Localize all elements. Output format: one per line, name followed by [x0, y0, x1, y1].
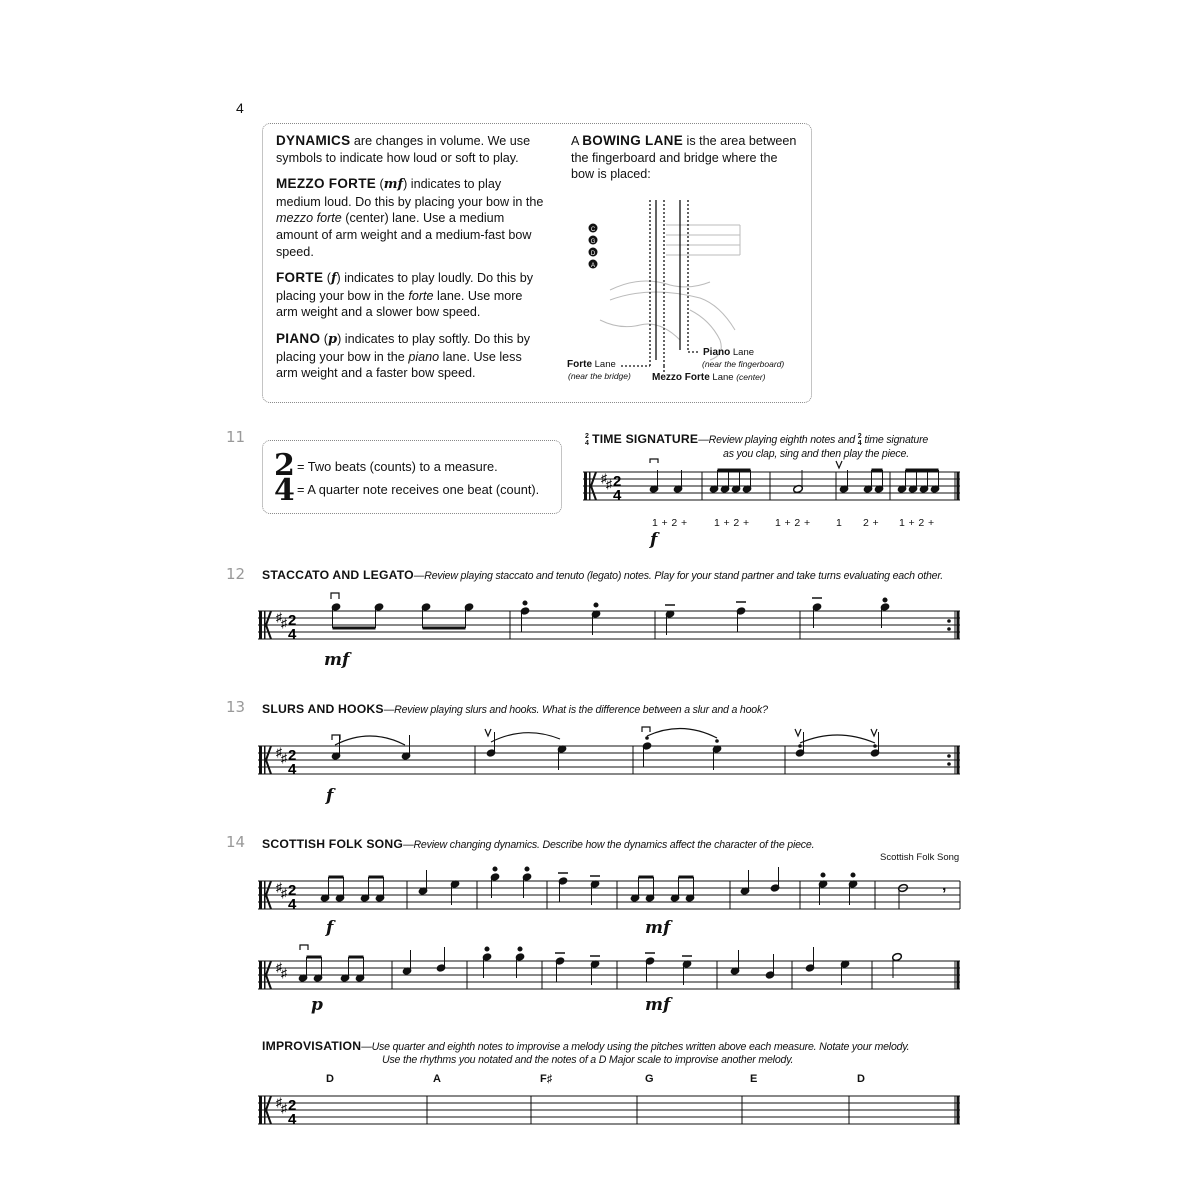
svg-text:♯: ♯	[276, 745, 282, 759]
svg-text:♯: ♯	[281, 966, 287, 980]
improvisation-desc: —Use quarter and eighth notes to improvise a melody using the pitches written above each measure. Notate your melody.	[361, 1041, 910, 1053]
exercise-12-staff	[255, 590, 965, 650]
key-signature-icon	[276, 745, 287, 765]
instrument-sketch	[600, 225, 740, 360]
exercise-12-dynamic: mf	[324, 650, 350, 670]
exercise-14-heading: SCOTTISH FOLK SONG	[262, 837, 404, 851]
bowing-lane-term: BOWING LANE	[582, 133, 684, 148]
staff-lines	[258, 611, 960, 639]
bowing-lane-intro-b: is the area between the fingerboard and bridge where the bow is placed:	[571, 134, 797, 182]
svg-text:♯: ♯	[281, 616, 287, 630]
string-a-label: A	[590, 263, 596, 269]
chord-5: E	[750, 1073, 758, 1085]
exercise-11-desc-b: time signature	[861, 434, 929, 446]
chord-1: D	[326, 1073, 334, 1085]
svg-text:♯: ♯	[281, 751, 287, 765]
mf-symbol: mf	[383, 177, 404, 193]
improvisation-desc-line2	[382, 1054, 793, 1066]
exercise-14-dynamic-1a: f	[326, 918, 334, 938]
notes	[649, 470, 940, 494]
exercise-12-number: 12	[226, 565, 246, 583]
string-d-label: D	[590, 251, 596, 257]
svg-text:♯: ♯	[281, 1101, 287, 1115]
forte-text-b: lane. Use more arm weight and a slower bow speed.	[276, 288, 523, 320]
svg-text:4: 4	[613, 487, 622, 504]
down-bow-icon	[331, 593, 339, 599]
mezzo-forte-paragraph: MEZZO FORTE (mf) indicates to play medium loud. Do this by placing your bow in the mezzo forte (center) lane. Use a medium amount of arm weight and a medium-fast bow speed.	[276, 176, 544, 259]
piano-term: PIANO	[276, 330, 321, 346]
exercise-13-heading: SLURS AND HOOKS	[262, 702, 384, 716]
ts-line-2: = A quarter note receives one beat (count).	[297, 482, 540, 497]
string-c-label: C	[590, 227, 596, 233]
chord-4: G	[645, 1073, 654, 1085]
time-signature-icon	[613, 473, 622, 504]
mezzo-lane-label	[652, 372, 766, 383]
chord-6: D	[857, 1073, 865, 1085]
inline-ts-top: 2	[585, 432, 589, 440]
exercise-11-desc-a: —Review playing eighth notes and	[698, 434, 858, 446]
count-6: 1 + 2 +	[899, 517, 935, 529]
svg-text:♯: ♯	[276, 880, 282, 894]
svg-text:2: 2	[613, 473, 622, 490]
exercise-14-number: 14	[226, 833, 246, 851]
exercise-13-staff	[255, 725, 965, 785]
mezzo-forte-text-b: (center) lane. Use a medium amount of arm weight and a medium-fast bow speed.	[276, 211, 532, 259]
exercise-12-title	[262, 568, 943, 582]
slurs	[335, 728, 875, 745]
forte-italic: forte	[408, 288, 434, 303]
ts-line-1: = Two beats (counts) to a measure.	[297, 459, 498, 474]
dynamics-text-column	[276, 133, 546, 392]
piano-text-b: lane. Use less arm weight and a faster bow speed.	[276, 349, 522, 381]
count-5: 2 +	[863, 517, 880, 529]
exercise-14-dynamic-1b: mf	[645, 918, 671, 938]
string-g-label: G	[590, 239, 596, 245]
improvisation-desc-line2-text: Use the rhythms you notated and the notes of a D Major scale to improvise another melody.	[382, 1054, 794, 1066]
key-signature-icon	[276, 1095, 287, 1115]
count-2: 1 + 2 +	[714, 517, 750, 529]
mezzo-forte-italic: mezzo forte	[276, 211, 342, 226]
page-number: 4	[236, 100, 244, 116]
exercise-14-desc: —Review changing dynamics. Describe how the dynamics affect the character of the piece.	[403, 839, 815, 851]
bowing-lane-intro-a: A	[571, 134, 583, 148]
p-symbol: p	[327, 331, 338, 347]
lane-lines	[621, 200, 700, 372]
mezzo-forte-term: MEZZO FORTE	[276, 176, 377, 192]
forte-lane-sub: (near the bridge)	[568, 371, 631, 381]
time-signature-icon	[288, 882, 297, 913]
time-signature-icon	[288, 747, 297, 778]
svg-text:♯: ♯	[281, 886, 287, 900]
svg-text:4: 4	[288, 626, 297, 643]
count-4: 1	[836, 517, 843, 529]
svg-text:♯: ♯	[276, 1095, 282, 1109]
exercise-11-title	[585, 432, 928, 447]
forte-term: FORTE	[276, 270, 324, 286]
exercise-14-dynamic-2a: p	[311, 995, 323, 1015]
count-1: 1 + 2 +	[652, 517, 688, 529]
ts-top-number: 2	[274, 448, 295, 483]
exercise-14-staff-line-1	[255, 860, 965, 920]
forte-lane-suffix: Lane	[592, 359, 616, 370]
svg-text:♯: ♯	[276, 610, 282, 624]
mezzo-lane-sub: (center)	[736, 372, 766, 382]
improvisation-heading: IMPROVISATION	[262, 1039, 362, 1053]
piano-lane-suffix: Lane	[730, 347, 755, 358]
exercise-14-title	[262, 837, 814, 851]
exercise-14-dynamic-2b: mf	[645, 995, 671, 1015]
improvisation-title	[262, 1039, 909, 1053]
exercise-13-desc: —Review playing slurs and hooks. What is the difference between a slur and a hook?	[383, 704, 768, 716]
piano-paragraph: PIANO (p) indicates to play softly. Do this by placing your bow in the piano lane. Use less arm weight and a faster bow speed.	[276, 330, 531, 381]
articulations	[485, 947, 692, 956]
svg-text:♯: ♯	[601, 471, 607, 485]
exercise-12-heading: STACCATO AND LEGATO	[262, 568, 414, 582]
svg-text:4: 4	[288, 1111, 297, 1128]
time-signature-icon	[288, 1097, 297, 1128]
exercise-11-desc-line2-text: as you clap, sing and then play the piece.	[723, 448, 909, 460]
bowing-lane-intro	[571, 133, 803, 183]
notes	[298, 947, 902, 985]
dynamics-term: DYNAMICS	[276, 133, 351, 148]
svg-text:2: 2	[288, 882, 297, 899]
time-signature-icon	[288, 612, 297, 643]
piano-italic: piano	[408, 349, 440, 364]
piano-lane-label	[703, 347, 754, 358]
piano-lane-name: Piano	[703, 347, 731, 358]
inline-ts-glyph	[585, 433, 589, 447]
dynamics-definition: are changes in volume. We use symbols to indicate how loud or soft to play.	[276, 134, 531, 165]
forte-lane-label	[567, 359, 616, 370]
down-bow-icon	[300, 945, 308, 950]
key-signature-icon	[276, 960, 287, 980]
mezzo-lane-suffix: Lane	[709, 372, 737, 383]
exercise-11-heading: TIME SIGNATURE	[592, 432, 699, 446]
svg-text:4: 4	[288, 761, 297, 778]
forte-text-a: indicates to play loudly. Do this by placing your bow in the	[276, 271, 534, 303]
count-3: 1 + 2 +	[775, 517, 811, 529]
notes	[331, 603, 890, 635]
dynamics-paragraph	[276, 133, 546, 166]
chord-2: A	[433, 1073, 441, 1085]
f-symbol: f	[330, 271, 337, 287]
forte-lane-name: Forte	[567, 359, 592, 370]
svg-text:4: 4	[288, 896, 297, 913]
key-signature-icon	[276, 880, 287, 900]
inline-ts-bottom-2: 4	[857, 439, 862, 447]
exercise-14-staff-line-2	[255, 940, 965, 1000]
svg-text:2: 2	[288, 747, 297, 764]
svg-text:♯: ♯	[606, 477, 612, 491]
mezzo-forte-text-a: indicates to play medium loud. Do this by placing your bow in the	[276, 177, 544, 209]
svg-text:2: 2	[288, 612, 297, 629]
inline-ts-bottom: 4	[585, 439, 589, 447]
improvisation-staff	[255, 1075, 965, 1135]
inline-ts-top-2: 2	[857, 432, 862, 440]
key-signature-icon	[601, 471, 612, 491]
piano-text-a: indicates to play softly. Do this by placing your bow in the	[276, 331, 531, 364]
ts-bottom-number: 4	[274, 473, 295, 508]
exercise-11-number: 11	[226, 428, 246, 446]
exercise-11-dynamic: f	[650, 530, 658, 550]
staff-lines	[258, 1096, 960, 1124]
svg-text:♯: ♯	[276, 960, 282, 974]
exercise-12-desc: —Review playing staccato and tenuto (legato) notes. Play for your stand partner and take turns evaluating each other.	[413, 570, 944, 582]
chord-3: F♯	[540, 1073, 553, 1085]
svg-text:,: ,	[942, 877, 947, 894]
mezzo-lane-name: Mezzo Forte	[652, 372, 710, 383]
exercise-11-staff	[580, 456, 965, 526]
svg-text:2: 2	[288, 1097, 297, 1114]
song-source: Scottish Folk Song	[880, 852, 960, 863]
time-signature-box	[262, 440, 562, 514]
exercise-13-dynamic: f	[326, 786, 334, 806]
string-circles	[589, 224, 598, 270]
exercise-13-number: 13	[226, 698, 246, 716]
forte-paragraph: FORTE (f) indicates to play loudly. Do this by placing your bow in the forte lane. Use more arm weight and a slower bow speed.	[276, 270, 534, 320]
piano-lane-sub: (near the fingerboard)	[702, 359, 785, 369]
staff-lines	[258, 746, 960, 774]
bow-markings	[650, 459, 842, 468]
bow-markings	[332, 727, 877, 740]
exercise-13-title	[262, 702, 768, 716]
notes	[331, 732, 880, 770]
key-signature-icon	[276, 610, 287, 630]
articulations	[523, 598, 887, 607]
